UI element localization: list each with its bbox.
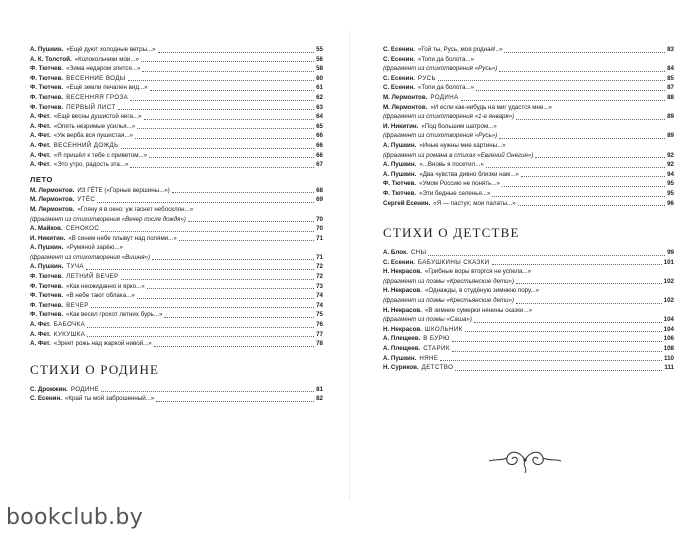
- toc-note-row: [383, 131, 674, 141]
- toc-page-number: 108: [663, 345, 674, 353]
- toc-page-number: 76: [316, 321, 323, 329]
- toc-title: «Зреет рожь над жаркой нивой...»: [53, 340, 152, 348]
- toc-entry: [383, 248, 674, 258]
- toc-title: «Топи да болота...»: [417, 84, 475, 92]
- toc-page-number: 104: [663, 325, 674, 333]
- right-toc: [383, 45, 674, 373]
- toc-entry: [383, 83, 674, 93]
- toc-leader-dots: [87, 327, 314, 328]
- toc-leader-dots: [149, 157, 314, 158]
- toc-leader-dots: [164, 317, 314, 318]
- toc-page-number: 65: [316, 122, 323, 130]
- toc-leader-dots: [121, 279, 314, 280]
- toc-author: А. Фет.: [30, 141, 51, 149]
- toc-entry: [383, 354, 674, 364]
- toc-author: Ф. Тютчев.: [30, 282, 64, 290]
- toc-entry: [30, 93, 323, 103]
- toc-title: (фрагмент из поэмы «Крестьянские дети»): [383, 277, 515, 285]
- toc-title: ШКОЛЬНИК: [424, 325, 463, 333]
- toc-leader-dots: [486, 167, 665, 168]
- toc-entry: [383, 179, 674, 189]
- toc-author: М. Лермонтов.: [383, 103, 428, 111]
- toc-page-number: 82: [316, 395, 323, 403]
- toc-page-number: 69: [316, 196, 323, 204]
- toc-page-number: 66: [316, 141, 323, 149]
- toc-entry: [30, 262, 323, 272]
- toc-author: Ф. Тютчев.: [30, 93, 64, 101]
- toc-page-number: 66: [316, 151, 323, 159]
- toc-entry: [30, 330, 323, 340]
- toc-page-number: 61: [316, 84, 323, 92]
- toc-title: РУСЬ: [417, 74, 436, 82]
- toc-entry: [30, 112, 323, 122]
- toc-leader-dots: [101, 231, 314, 232]
- toc-title: ПЕРВЫЙ ЛИСТ: [66, 103, 116, 111]
- toc-block-homeland-cont: [383, 45, 674, 208]
- toc-author: А. Пушкин.: [30, 244, 64, 252]
- toc-page-number: 104: [663, 316, 674, 324]
- toc-leader-dots: [440, 360, 662, 361]
- toc-leader-dots: [152, 259, 314, 260]
- toc-author: Ф. Тютчев.: [30, 273, 64, 281]
- toc-leader-dots: [156, 401, 314, 402]
- toc-entry: [30, 195, 323, 205]
- toc-page-number: 95: [667, 189, 674, 197]
- toc-author: А. Фет.: [30, 330, 51, 338]
- toc-author: А. Фет.: [30, 122, 51, 130]
- toc-author: Ф. Тютчев.: [30, 292, 64, 300]
- toc-author: С. Дрожжин.: [30, 385, 68, 393]
- toc-title: «Два чувства дивно близки нам...»: [419, 170, 519, 178]
- toc-author: А. Пушкин.: [383, 141, 417, 149]
- toc-author: М. Лермонтов.: [30, 186, 75, 194]
- toc-title: «Грибные воры вторгся не успела...»: [424, 268, 532, 276]
- toc-leader-dots: [154, 346, 314, 347]
- toc-entry: [383, 189, 674, 199]
- toc-entry: [383, 325, 674, 335]
- toc-title: НЯНЕ: [419, 354, 439, 362]
- toc-author: А. Пушкин.: [30, 46, 64, 53]
- toc-author: М. Лермонтов.: [30, 196, 75, 204]
- toc-title: ВЕСЕННИЙ ДОЖДЬ: [53, 141, 119, 149]
- toc-author: Ф. Тютчев.: [30, 301, 64, 309]
- toc-author: Н. Некрасов.: [383, 306, 422, 314]
- toc-note-row: [383, 112, 674, 122]
- toc-page-number: 58: [316, 65, 323, 73]
- toc-entry: [30, 320, 323, 330]
- toc-leader-dots: [135, 138, 314, 139]
- toc-title: «И если как-нибудь на миг удастся мне...»: [430, 103, 552, 111]
- toc-leader-dots: [137, 298, 314, 299]
- toc-title: «Топи да болота...»: [417, 55, 475, 63]
- toc-leader-dots: [535, 157, 665, 158]
- toc-title: (фрагмент из стихотворения «1-е января»): [383, 113, 515, 121]
- toc-title: «Колокольчики мои...»: [74, 55, 139, 63]
- toc-author: А. Фет.: [30, 161, 51, 169]
- toc-entry: [383, 103, 674, 113]
- toc-leader-dots: [492, 264, 662, 265]
- toc-page-number: 89: [667, 113, 674, 121]
- toc-leader-dots: [521, 176, 665, 177]
- toc-author: М. Лермонтов.: [30, 205, 75, 213]
- toc-title: «Румяной зарёю...»: [66, 244, 123, 252]
- toc-page-number: 71: [316, 234, 323, 242]
- toc-page-number: 87: [667, 84, 674, 92]
- toc-block-homeland-start: [30, 385, 323, 404]
- toc-leader-dots: [128, 80, 314, 81]
- toc-author: С. Есенин.: [383, 46, 415, 53]
- toc-leader-dots: [91, 307, 314, 308]
- toc-author: Ф. Тютчев.: [30, 311, 64, 319]
- toc-note-row: [383, 277, 674, 287]
- toc-entry: [383, 199, 674, 209]
- toc-author: Н. Некрасов.: [383, 268, 422, 276]
- toc-page-number: 111: [664, 364, 674, 372]
- toc-entry: [30, 64, 323, 74]
- toc-title: ВЕСЕННИЕ ВОДЫ: [66, 74, 126, 82]
- toc-author: С. Есенин.: [383, 74, 415, 82]
- toc-block-childhood: [383, 248, 674, 373]
- toc-page-number: 72: [316, 263, 323, 271]
- toc-leader-dots: [492, 196, 665, 197]
- toc-entry: [30, 272, 323, 282]
- toc-author: А. Фет.: [30, 151, 51, 159]
- toc-title: «Уж верба вся пушистая...»: [53, 132, 133, 140]
- toc-title: БАБУШКИНЫ СКАЗКИ: [417, 258, 490, 266]
- toc-page-number: 74: [316, 301, 323, 309]
- toc-page-number: 83: [667, 46, 674, 53]
- section-heading-summer: ЛЕТО: [30, 174, 53, 184]
- toc-title: «Гой ты, Русь, моя родная!..»: [417, 46, 503, 53]
- toc-leader-dots: [150, 90, 315, 91]
- toc-leader-dots: [504, 52, 665, 53]
- toc-leader-dots: [179, 240, 314, 241]
- toc-author: С. Есенин.: [383, 55, 415, 63]
- toc-page-number: 92: [667, 161, 674, 169]
- toc-author: А. Фет.: [30, 113, 51, 121]
- toc-entry: [383, 141, 674, 151]
- toc-entry: [30, 131, 323, 141]
- toc-leader-dots: [142, 71, 314, 72]
- toc-entry: [383, 170, 674, 180]
- toc-page-number: 89: [667, 132, 674, 140]
- toc-entry: [30, 310, 323, 320]
- toc-title: (фрагмент из стихотворения «Вишня»): [30, 253, 151, 261]
- toc-title: СТАРИК: [423, 345, 450, 353]
- toc-entry: [30, 339, 323, 349]
- toc-page-number: 55: [316, 46, 323, 53]
- toc-note-row: [383, 315, 674, 325]
- toc-page-number: 70: [316, 225, 323, 233]
- toc-page-number: 68: [316, 186, 323, 194]
- watermark-text: bookclub.by: [6, 505, 144, 530]
- toc-title: ДЕТСТВО: [421, 364, 454, 372]
- toc-leader-dots: [438, 80, 665, 81]
- toc-title: «Ещё дуют холодные ветры...»: [66, 46, 156, 53]
- toc-entry: [30, 103, 323, 113]
- toc-author: А. Пушкин.: [383, 170, 417, 178]
- toc-title: «В небе тают облака...»: [66, 292, 135, 300]
- toc-title: «Это утро, радость эта...»: [53, 161, 129, 169]
- decorative-ornament: [485, 445, 565, 475]
- toc-title: В БУРЮ: [423, 335, 450, 343]
- toc-title: «Ещё земли печален вид...»: [66, 84, 148, 92]
- toc-page-number: 67: [316, 161, 323, 169]
- toc-page-number: 106: [663, 335, 674, 343]
- toc-entry: [30, 291, 323, 301]
- toc-leader-dots: [465, 331, 662, 332]
- left-toc: [30, 45, 323, 404]
- toc-author: И. Никитин.: [30, 234, 66, 242]
- toc-entry: [30, 141, 323, 151]
- toc-entry: [383, 93, 674, 103]
- toc-author: Ф. Тютчев.: [30, 74, 64, 82]
- toc-title: «Иные нужны мне картины...»: [419, 141, 506, 149]
- toc-page-number: 99: [667, 249, 674, 257]
- toc-title: «...Вновь я посетил...»: [419, 161, 484, 169]
- toc-leader-dots: [130, 167, 314, 168]
- toc-author: Ф. Тютчев.: [383, 180, 417, 188]
- toc-page-number: 88: [667, 93, 674, 101]
- toc-leader-dots: [121, 148, 315, 149]
- toc-page-number: 102: [663, 297, 674, 305]
- toc-leader-dots: [158, 52, 314, 53]
- toc-page-number: 72: [316, 273, 323, 281]
- toc-leader-dots: [476, 90, 665, 91]
- section-heading-childhood: СТИХИ О ДЕТСТВЕ: [383, 225, 520, 241]
- toc-title: (фрагмент из стихотворения «Вечер после дождя»): [30, 215, 186, 223]
- toc-entry: [30, 385, 323, 395]
- toc-title: «Эти бедные селенья...»: [419, 189, 491, 197]
- toc-leader-dots: [452, 351, 662, 352]
- toc-page-number: 81: [316, 385, 323, 393]
- toc-title: КУКУШКА: [53, 330, 86, 338]
- toc-entry: [30, 186, 323, 196]
- toc-title: (фрагмент из поэмы «Саша»): [383, 316, 472, 324]
- toc-author: Ф. Тютчев.: [383, 189, 417, 197]
- toc-title: ИЗ ГЁТЕ («Горные вершины...»): [77, 186, 170, 194]
- toc-entry: [383, 45, 674, 55]
- toc-title: (фрагмент из поэмы «Крестьянские дети»): [383, 297, 515, 305]
- toc-page-number: 110: [664, 354, 674, 362]
- toc-entry: [383, 122, 674, 132]
- toc-title: «Гляну я в окно: уж гаснет небосклон...»: [77, 205, 194, 213]
- toc-author: А. Фет.: [30, 132, 51, 140]
- toc-entry: [383, 258, 674, 268]
- toc-leader-dots: [188, 221, 314, 222]
- toc-author: Н. Суриков.: [383, 364, 419, 372]
- toc-title: ВЕЧЕР: [66, 301, 89, 309]
- toc-title: «Ещё весны душистой нега...»: [53, 113, 142, 121]
- toc-leader-dots: [172, 192, 314, 193]
- toc-entry: [383, 74, 674, 84]
- toc-author: С. Есенин.: [30, 395, 62, 403]
- section-heading-homeland: СТИХИ О РОДИНЕ: [30, 361, 160, 377]
- toc-author: С. Есенин.: [383, 84, 415, 92]
- toc-leader-dots: [499, 138, 665, 139]
- toc-entry: [30, 160, 323, 170]
- toc-author: Ф. Тютчев.: [30, 84, 64, 92]
- toc-page-number: 66: [316, 132, 323, 140]
- toc-author: Ф. Тютчев.: [30, 65, 64, 73]
- toc-author: А. Плещеев.: [383, 345, 421, 353]
- toc-title: ЛЕТНИЙ ВЕЧЕР: [66, 273, 119, 281]
- toc-page-number: 64: [316, 113, 323, 121]
- toc-author: А. Фет.: [30, 321, 51, 329]
- toc-leader-dots: [474, 322, 662, 323]
- toc-entry: [30, 394, 323, 404]
- toc-page-number: 56: [316, 55, 323, 63]
- toc-entry: [30, 45, 323, 55]
- toc-page-number: 92: [667, 151, 674, 159]
- toc-page-number: 63: [316, 103, 323, 111]
- toc-author: А. Плещеев.: [383, 335, 421, 343]
- toc-entry: [30, 282, 323, 292]
- toc-page-number: 95: [667, 180, 674, 188]
- toc-entry: [383, 267, 674, 277]
- toc-title: «В синем небе плывут над полями...»: [68, 234, 177, 242]
- toc-page-number: 84: [667, 65, 674, 73]
- toc-author: Ф. Тютчев.: [30, 103, 64, 111]
- toc-leader-dots: [137, 128, 314, 129]
- toc-page-number: 96: [667, 199, 674, 207]
- toc-leader-dots: [452, 341, 662, 342]
- toc-block-summer: [30, 186, 323, 349]
- toc-leader-dots: [97, 202, 314, 203]
- toc-title: «Край ты мой заброшенный...»: [64, 395, 155, 403]
- toc-title: (фрагмент из стихотворения «Русь»): [383, 65, 498, 73]
- toc-note-row: [383, 296, 674, 306]
- toc-title: СНЫ: [410, 249, 427, 257]
- toc-title: СЕНОКОС: [65, 225, 100, 233]
- toc-page-number: 101: [663, 258, 674, 266]
- toc-author: А. Майков.: [30, 225, 63, 233]
- toc-leader-dots: [86, 269, 314, 270]
- toc-leader-dots: [516, 303, 662, 304]
- toc-author: Н. Некрасов.: [383, 287, 422, 295]
- toc-page-number: 60: [316, 74, 323, 82]
- toc-block-spring-end: [30, 45, 323, 170]
- toc-entry: [30, 301, 323, 311]
- toc-entry: [30, 234, 323, 244]
- toc-title: БАБОЧКА: [53, 321, 86, 329]
- toc-title: (фрагмент из стихотворения «Русь»): [383, 132, 498, 140]
- toc-leader-dots: [502, 186, 665, 187]
- toc-title: «Как неожиданно и ярко...»: [66, 282, 145, 290]
- toc-title: «Зима недаром злится...»: [66, 65, 141, 73]
- toc-leader-dots: [147, 288, 314, 289]
- toc-author: А. Пушкин.: [30, 263, 64, 271]
- toc-entry: [383, 160, 674, 170]
- toc-entry: [30, 74, 323, 84]
- toc-leader-dots: [144, 119, 315, 120]
- toc-title: «Как весел грохот летних бурь...»: [66, 311, 163, 319]
- toc-title: УТЁС: [77, 196, 96, 204]
- toc-title: РОДИНЕ: [70, 385, 100, 393]
- toc-entry: [383, 344, 674, 354]
- toc-page-number: 78: [316, 340, 323, 348]
- toc-author: А. Фет.: [30, 340, 51, 348]
- toc-page-number: 77: [316, 330, 323, 338]
- toc-note-row: [383, 64, 674, 74]
- toc-note-row: [30, 253, 323, 263]
- toc-entry: [30, 83, 323, 93]
- toc-leader-dots: [428, 255, 665, 256]
- toc-title: «Умом Россию не понять...»: [419, 180, 500, 188]
- toc-entry: [383, 363, 674, 373]
- toc-title: «В зимние сумерки нянины сказки...»: [424, 306, 533, 314]
- toc-leader-dots: [518, 205, 665, 206]
- toc-author: Сергей Есенин.: [383, 199, 431, 207]
- toc-author: И. Никитин.: [383, 122, 419, 130]
- toc-entry: [383, 55, 674, 65]
- toc-author: С. Есенин.: [383, 258, 415, 266]
- toc-page-number: 94: [667, 170, 674, 178]
- toc-title: «Я пришёл к тебе с приветом...»: [53, 151, 148, 159]
- toc-leader-dots: [516, 119, 665, 120]
- toc-leader-dots: [499, 71, 665, 72]
- toc-page-number: 85: [667, 74, 674, 82]
- toc-author: А. Блок.: [383, 249, 408, 257]
- toc-page-number: 71: [316, 253, 323, 261]
- toc-leader-dots: [118, 109, 315, 110]
- toc-title: РОДИНА: [430, 93, 459, 101]
- toc-page-number: 102: [663, 277, 674, 285]
- toc-entry: [30, 55, 323, 65]
- toc-page-number: 74: [316, 292, 323, 300]
- toc-page-number: 73: [316, 282, 323, 290]
- toc-leader-dots: [130, 100, 314, 101]
- toc-entry: [30, 243, 323, 253]
- toc-leader-dots: [141, 61, 314, 62]
- toc-page-number: 62: [316, 93, 323, 101]
- toc-leader-dots: [461, 100, 665, 101]
- toc-author: А. Пушкин.: [383, 161, 417, 169]
- toc-title: «Опять незримые усилья...»: [53, 122, 136, 130]
- toc-entry: [30, 205, 323, 215]
- toc-note-row: [30, 215, 323, 225]
- toc-leader-dots: [101, 391, 314, 392]
- toc-entry: [30, 122, 323, 132]
- toc-page-number: 70: [316, 215, 323, 223]
- toc-note-row: [383, 151, 674, 161]
- toc-author: Н. Некрасов.: [383, 325, 422, 333]
- toc-entry: [30, 224, 323, 234]
- toc-title: «Я — пастух; мои палаты...»: [433, 199, 516, 207]
- toc-entry: [383, 334, 674, 344]
- toc-leader-dots: [87, 336, 314, 337]
- toc-page-number: 75: [316, 311, 323, 319]
- toc-leader-dots: [516, 283, 662, 284]
- toc-leader-dots: [455, 370, 662, 371]
- toc-title: «Под большим шатром...»: [421, 122, 497, 130]
- toc-title: ТУЧА: [66, 263, 84, 271]
- toc-title: (фрагмент из романа в стихах «Евгений Онегин»): [383, 151, 534, 159]
- toc-entry: [383, 286, 674, 296]
- toc-title: «Однажды, в студёную зимнюю пору...»: [424, 287, 540, 295]
- toc-author: А. К. Толстой.: [30, 55, 72, 63]
- toc-entry: [30, 151, 323, 161]
- toc-author: А. Пушкин.: [383, 354, 417, 362]
- toc-entry: [383, 306, 674, 316]
- toc-author: М. Лермонтов.: [383, 93, 428, 101]
- toc-title: ВЕСЕННЯЯ ГРОЗА: [66, 93, 129, 101]
